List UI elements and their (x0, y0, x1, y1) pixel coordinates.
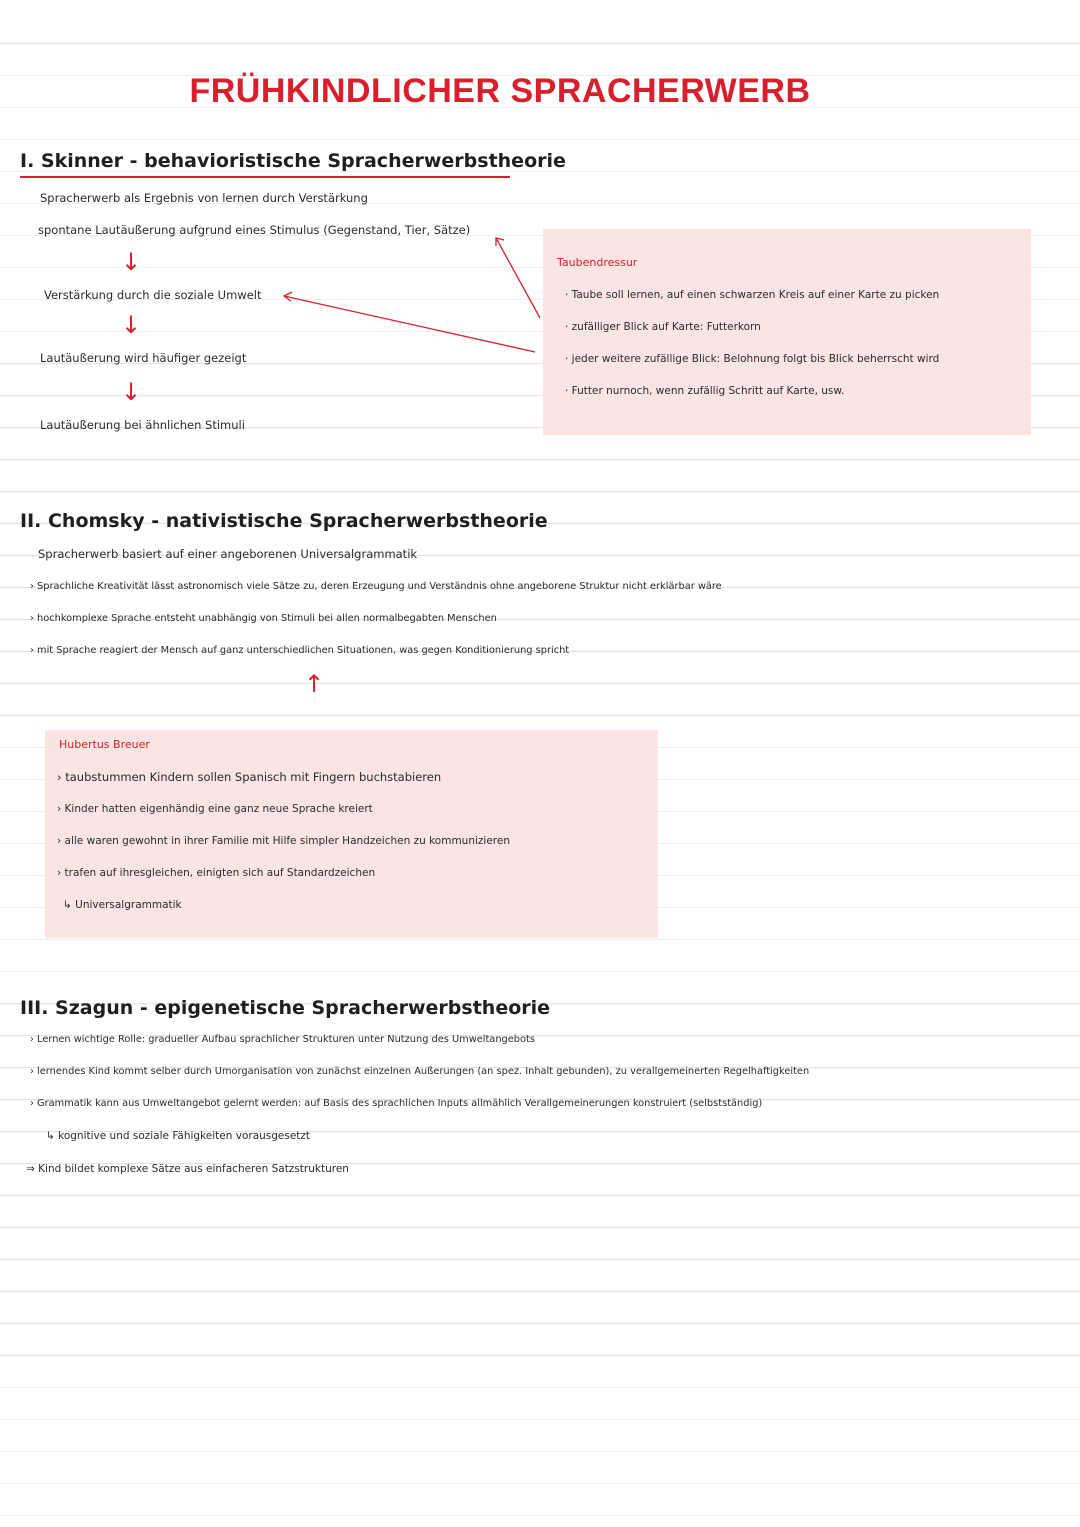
section3-bullet: › lernendes Kind kommt selber durch Umorganisation von zunächst einzelnen Äußerungen (an spez. Inhalt gebunden), zu verallgemeinerten Regelhaftigkeiten (30, 1066, 810, 1077)
section1-step3: Lautäußerung wird häufiger gezeigt (40, 351, 247, 365)
breuer-item: › trafen auf ihresgleichen, einigten sich auf Standardzeichen (57, 867, 376, 879)
section2-bullet: › mit Sprache reagiert der Mensch auf ganz unterschiedlichen Situationen, was gegen Konditionierung spricht (30, 645, 570, 656)
section3-conclusion: ⇒ Kind bildet komplexe Sätze aus einfacheren Satzstrukturen (26, 1163, 349, 1175)
connector-line (284, 296, 535, 352)
breuer-item: › taubstummen Kindern sollen Spanisch mit Fingern buchstabieren (57, 770, 442, 784)
down-arrow-icon: ↓ (121, 378, 142, 406)
up-arrow-icon: ↑ (304, 670, 325, 698)
section2-heading: II. Chomsky - nativistische Spracherwerbstheorie (20, 510, 548, 532)
breuer-item: › Kinder hatten eigenhändig eine ganz neue Sprache kreiert (57, 803, 373, 815)
section3-sub: ↳ kognitive und soziale Fähigkeiten vorausgesetzt (46, 1130, 311, 1142)
connector-line (496, 238, 540, 318)
section1-heading: I. Skinner - behavioristische Spracherwerbstheorie (20, 150, 510, 178)
section3-bullet: › Grammatik kann aus Umweltangebot gelernt werden: auf Basis des sprachlichen Inputs allmählich Verallgemeinerungen konstruiert (selbstständig) (30, 1098, 763, 1109)
breuer-title: Hubertus Breuer (59, 738, 150, 751)
section1-step4: Lautäußerung bei ähnlichen Stimuli (40, 418, 245, 432)
down-arrow-icon: ↓ (121, 248, 142, 276)
breuer-result: ↳ Universalgrammatik (63, 899, 182, 911)
taubendressur-title: Taubendressur (557, 256, 638, 269)
taubendressur-item: · zufälliger Blick auf Karte: Futterkorn (565, 321, 761, 333)
taubendressur-item: · Taube soll lernen, auf einen schwarzen Kreis auf einer Karte zu picken (565, 289, 940, 301)
section2-bullet: › hochkomplexe Sprache entsteht unabhängig von Stimuli bei allen normalbegabten Menschen (30, 613, 497, 624)
breuer-box (45, 730, 658, 938)
taubendressur-item: · jeder weitere zufällige Blick: Belohnung folgt bis Blick beherrscht wird (565, 353, 940, 365)
section3-bullet: › Lernen wichtige Rolle: gradueller Aufbau sprachlicher Strukturen unter Nutzung des Umweltangebots (30, 1034, 535, 1045)
taubendressur-item: · Futter nurnoch, wenn zufällig Schritt auf Karte, usw. (565, 385, 845, 397)
section1-line1: Spracherwerb als Ergebnis von lernen durch Verstärkung (40, 191, 368, 205)
section1-line2: spontane Lautäußerung aufgrund eines Stimulus (Gegenstand, Tier, Sätze) (38, 223, 471, 237)
page-title: FRÜHKINDLICHER SPRACHERWERB (189, 72, 811, 110)
section1-step2: Verstärkung durch die soziale Umwelt (44, 288, 262, 302)
down-arrow-icon: ↓ (121, 311, 142, 339)
breuer-item: › alle waren gewohnt in ihrer Familie mit Hilfe simpler Handzeichen zu kommunizieren (57, 835, 510, 847)
section2-bullet: › Sprachliche Kreativität lässt astronomisch viele Sätze zu, deren Erzeugung und Verständnis ohne angeborene Struktur nicht erklärbar wäre (30, 581, 722, 592)
section3-heading: III. Szagun - epigenetische Spracherwerbstheorie (20, 997, 551, 1019)
section2-line1: Spracherwerb basiert auf einer angeborenen Universalgrammatik (38, 547, 418, 561)
